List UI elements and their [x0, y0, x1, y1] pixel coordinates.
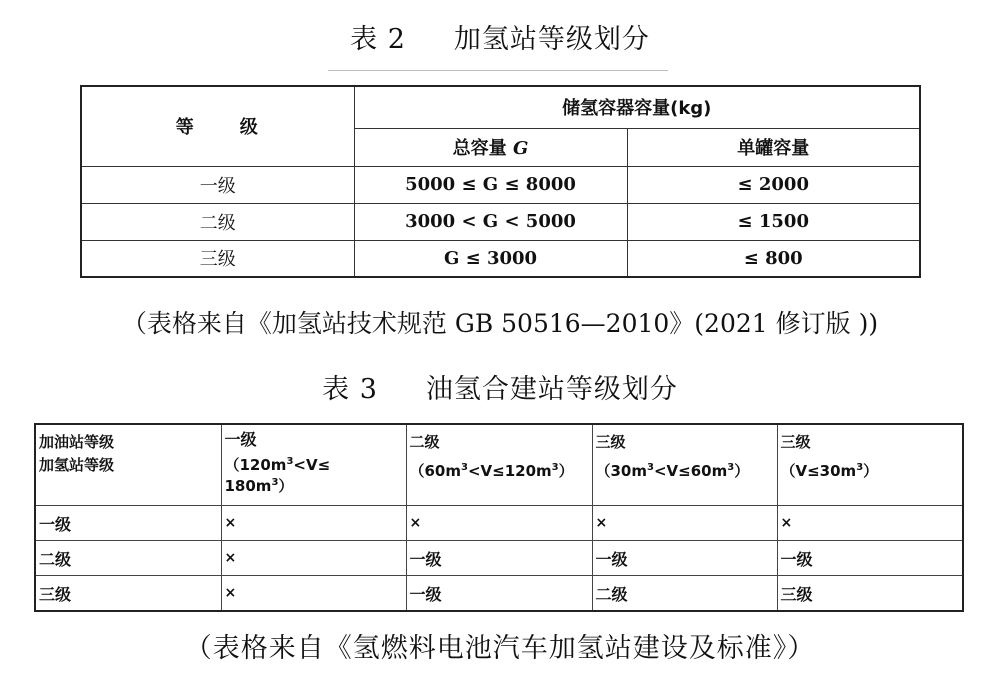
- total-capacity-cell: G ≤ 3000: [354, 240, 627, 277]
- table-cell: ×: [221, 506, 406, 541]
- single-tank-cell: ≤ 2000: [627, 166, 920, 203]
- table2-source: （表格来自《加氢站技术规范 GB 50516—2010》(2021 修订版 )): [121, 309, 879, 338]
- column-header-grade2: 二级 $(60m^3<V\le 120m^3)$: [406, 424, 592, 506]
- table-cell: 一级: [592, 541, 777, 576]
- table3-title-text: 油氢合建站等级划分: [425, 373, 678, 405]
- table-cell: ×: [221, 541, 406, 576]
- column-header-grade3: 三级 $(30m^3<V\le 60m^3)$: [592, 424, 777, 506]
- table-cell: 二级: [592, 576, 777, 612]
- table2-title: [0, 16, 1000, 56]
- table2-title-text: 加氢站等级划分: [453, 23, 650, 55]
- single-tank-cell: ≤ 1500: [627, 203, 920, 240]
- row-label: 一级: [35, 506, 221, 541]
- grade-cell: 二级: [81, 203, 354, 240]
- table-row: [35, 506, 963, 541]
- table-row: [81, 166, 920, 203]
- grade-header: 等 级: [81, 86, 354, 166]
- row-label: 三级: [35, 576, 221, 612]
- total-capacity-cell: 3000 < G < 5000: [354, 203, 627, 240]
- title-divider: [328, 70, 668, 71]
- table-row: [81, 203, 920, 240]
- table-cell: 三级: [777, 576, 963, 612]
- table3-label: 表 3: [322, 373, 378, 405]
- column-header-grade1: 一级 （$120m^3<V\le$ $180m^3$）: [221, 424, 406, 506]
- table-cell: ×: [592, 506, 777, 541]
- table3: [34, 423, 962, 604]
- table3-source: （表格来自《氢燃料电池汽车加氢站建设及标准》）: [184, 633, 816, 664]
- table3-title: [0, 366, 1000, 406]
- grade-cell: 一级: [81, 166, 354, 203]
- corner-header: 加油站等级 加氢站等级: [35, 424, 221, 506]
- row-label: 二级: [35, 541, 221, 576]
- single-tank-cell: ≤ 800: [627, 240, 920, 277]
- storage-capacity-header: 储氢容器容量(kg): [354, 86, 920, 128]
- table-cell: 一级: [406, 576, 592, 612]
- table-cell: 一级: [406, 541, 592, 576]
- table2: [80, 85, 919, 276]
- total-capacity-header: 总容量 G: [354, 128, 627, 166]
- total-capacity-cell: 5000 ≤ G ≤ 8000: [354, 166, 627, 203]
- column-header-grade3b: 三级 $(V\le 30m^3)$: [777, 424, 963, 506]
- table-row: [35, 576, 963, 612]
- table2-label: 表 2: [350, 23, 406, 55]
- table-cell: ×: [777, 506, 963, 541]
- table-row: [35, 541, 963, 576]
- single-tank-capacity-header: 单罐容量: [627, 128, 920, 166]
- table-cell: ×: [406, 506, 592, 541]
- table-cell: ×: [221, 576, 406, 612]
- table-cell: 一级: [777, 541, 963, 576]
- grade-cell: 三级: [81, 240, 354, 277]
- table-row: [81, 240, 920, 277]
